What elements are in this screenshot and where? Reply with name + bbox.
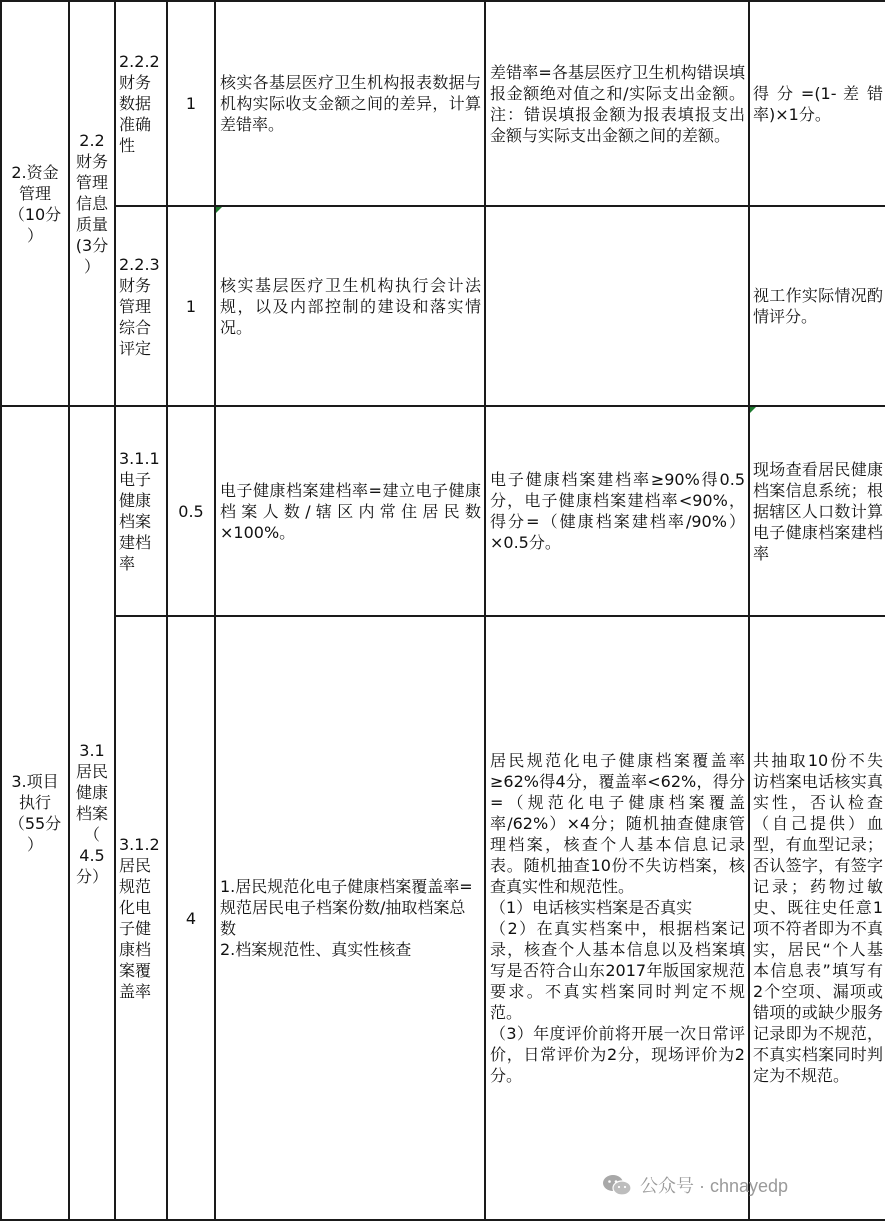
item-cell-3-1-2: 3.1.2 居民 规范 化电 子健 康档 案覆 盖率 bbox=[115, 616, 167, 1220]
category-cell-project-execution: 3.项目 执行 （55分 ） bbox=[1, 406, 69, 1220]
item-cell-3-1-1: 3.1.1 电子 健康 档案 建档 率 bbox=[115, 406, 167, 616]
method-text: 现场查看居民健康档案信息系统；根据辖区人口数计算电子健康档案建档率 bbox=[753, 459, 883, 563]
item-cell-2-2-2: 2.2.2 财务 数据 准确 性 bbox=[115, 1, 167, 206]
method-cell: 共抽取10份不失访档案电话核实真实性，否认检查（自己提供）血型，有血型记录；否认签字，有签字记录；药物过敏史、既往史任意1项不符者即为不真实，居民“个人基本信息表”填写有2个空项、漏项或错项的或缺少服务记录即为不规范，不真实档案同时判定为不规范。 bbox=[749, 616, 885, 1220]
wechat-icon bbox=[602, 1174, 632, 1196]
table-row bbox=[1, 1, 885, 206]
category-cell-fund-management: 2.资金 管理 （10分 ） bbox=[1, 1, 69, 406]
watermark-text: 公众号 · chnayedp bbox=[640, 1176, 789, 1196]
comment-marker[interactable] bbox=[216, 207, 222, 213]
standard-cell: 差错率=各基层医疗卫生机构错误填报金额绝对值之和/实际支出金额。注：错误填报金额为报表填报支出金额与实际支出金额之间的差额。 bbox=[485, 1, 749, 206]
table-row bbox=[1, 406, 885, 616]
method-cell: 视工作实际情况酌情评分。 bbox=[749, 206, 885, 406]
standard-cell: 居民规范化电子健康档案覆盖率≥62%得4分，覆盖率<62%，得分=（规范化电子健康档案覆盖率/62%）×4分；随机抽查健康管理档案，核查个人基本信息记录表。随机抽查10份不失访档案，核查真实性和规范性。 （1）电话核实档案是否真实 （2）在真实档案中，根据档案记录，核查个人基本信息以及档案填写是否符合山东2017年版国家规范要求。不真实档案同时判定不规范。 （3）年度评价前将开展一次日常评价，日常评价为2分，现场评价为2分。 bbox=[485, 616, 749, 1220]
score-cell: 1 bbox=[167, 206, 215, 406]
content-cell: 1.居民规范化电子健康档案覆盖率=规范居民电子档案份数/抽取档案总数 2.档案规范性、真实性核查 bbox=[215, 616, 485, 1220]
score-cell: 0.5 bbox=[167, 406, 215, 616]
subcategory-cell-health-records: 3.1 居民 健康 档案 （ 4.5 分） bbox=[69, 406, 115, 1220]
content-cell bbox=[215, 206, 485, 406]
content-cell: 核实各基层医疗卫生机构报表数据与机构实际收支金额之间的差异，计算差错率。 bbox=[215, 1, 485, 206]
method-cell: 得 分 =(1- 差 错率)×1分。 bbox=[749, 1, 885, 206]
standard-cell-empty bbox=[485, 206, 749, 406]
watermark bbox=[602, 1170, 788, 1200]
table-row bbox=[1, 206, 885, 406]
method-cell bbox=[749, 406, 885, 616]
score-cell: 1 bbox=[167, 1, 215, 206]
comment-marker[interactable] bbox=[750, 407, 756, 413]
score-cell: 4 bbox=[167, 616, 215, 1220]
content-cell: 电子健康档案建档率=建立电子健康档案人数/辖区内常住居民数×100%。 bbox=[215, 406, 485, 616]
item-cell-2-2-3: 2.2.3 财务 管理 综合 评定 bbox=[115, 206, 167, 406]
subcategory-cell-financial-info-quality: 2.2 财务 管理 信息 质量 (3分 ） bbox=[69, 1, 115, 406]
standard-cell: 电子健康档案建档率≥90%得0.5分，电子健康档案建档率<90%，得分=（健康档案建档率/90%）×0.5分。 bbox=[485, 406, 749, 616]
content-text: 核实基层医疗卫生机构执行会计法规，以及内部控制的建设和落实情况。 bbox=[220, 275, 481, 337]
table-row bbox=[1, 616, 885, 1220]
